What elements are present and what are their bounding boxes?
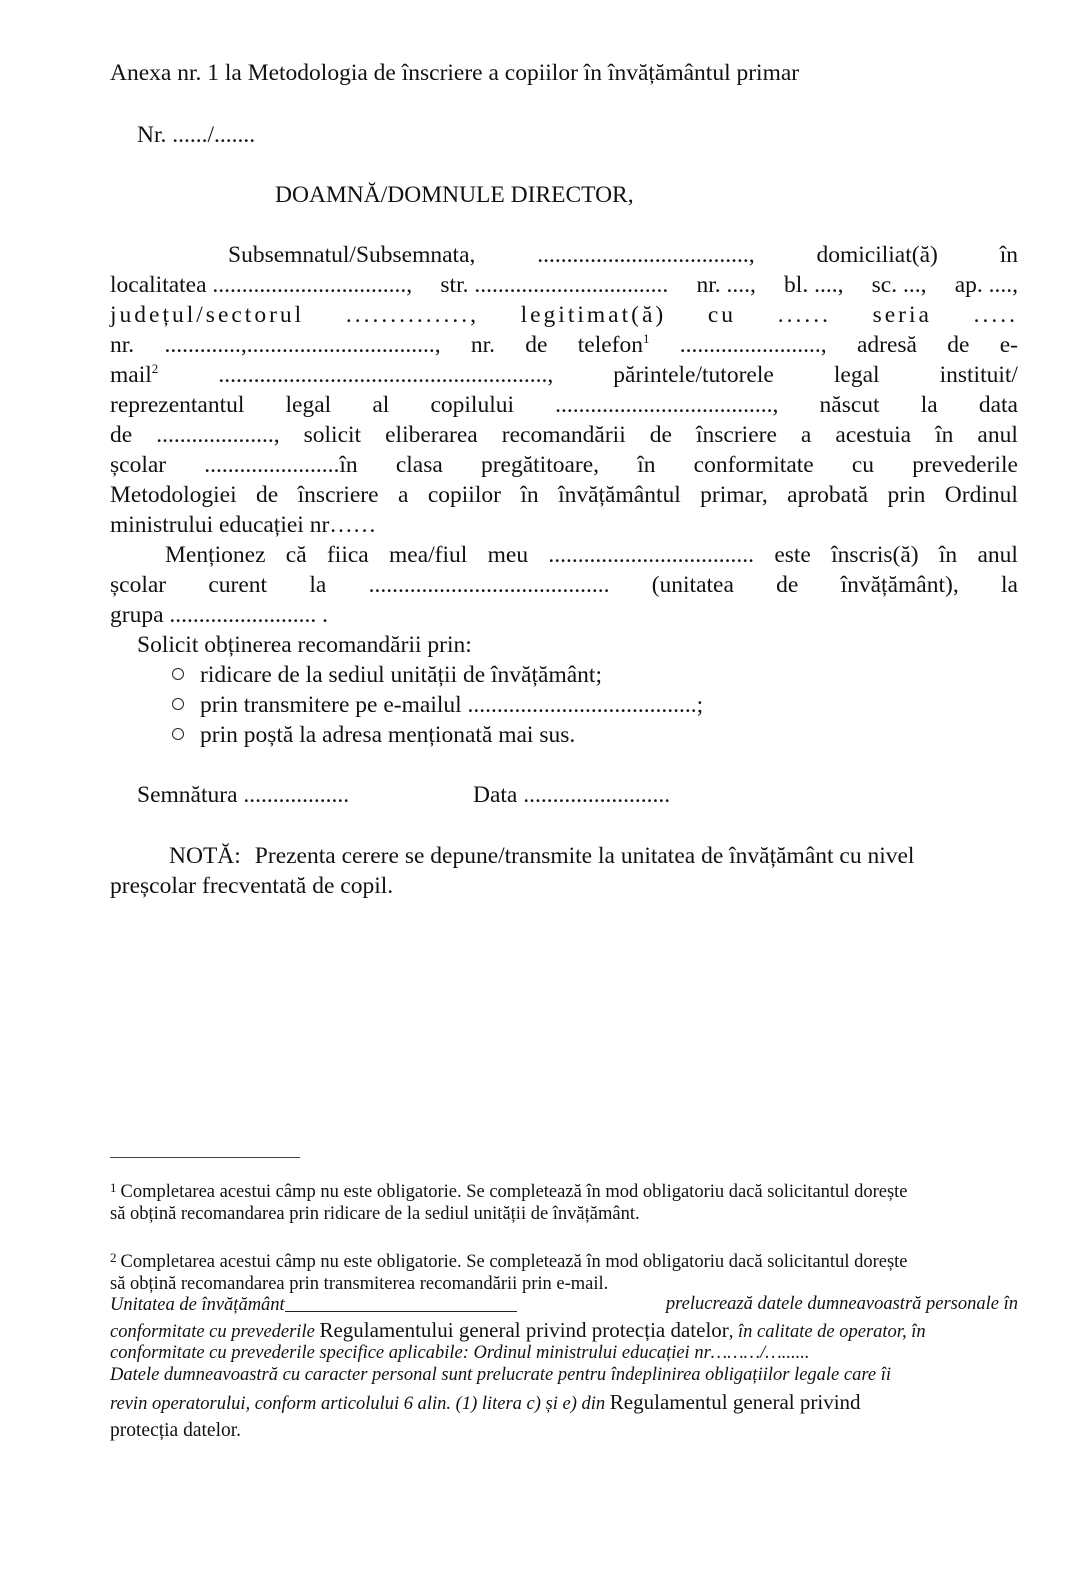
signature-field[interactable]: Semnătura .................. <box>137 782 350 808</box>
registration-number: Nr. ....../....... <box>137 122 256 148</box>
gdpr-line-3: conformitate cu prevederile specifice aplicabile: Ordinul ministrului educației nr………/…...... <box>110 1343 810 1363</box>
gdpr-line-4: Datele dumneavoastră cu caracter personal sunt prelucrate pentru îndeplinirea obligațiilor legale care îi <box>110 1365 891 1385</box>
annex-title: Anexa nr. 1 la Metodologia de înscriere a copiilor în învățământul primar <box>110 60 800 86</box>
request-heading: Solicit obținerea recomandării prin: <box>137 632 472 658</box>
option-pickup[interactable]: ridicare de la sediul unității de învățământ; <box>172 660 602 690</box>
body-line-7: de ...................., solicit eliberarea recomandării de înscriere a acestuia în anul <box>110 422 1018 448</box>
option-post[interactable]: prin poștă la adresa menționată mai sus. <box>172 720 575 750</box>
group-line: grupa ......................... . <box>110 602 329 628</box>
body-line-5: mail$^2$ ........................................................, părintele/tutorele legal instituit/ <box>110 361 1018 388</box>
mention-line-1: Menționez că fiica mea/fiul meu ................................... este înscris(ă) în anul <box>165 542 1018 568</box>
footnote-ref-1[interactable]: 1 <box>643 331 650 347</box>
body-line-6: reprezentantul legal al copilului ....................................., născut la data <box>110 392 1018 418</box>
option-email[interactable]: prin transmitere pe e-mailul .......................................; <box>172 690 703 720</box>
body-line-3: județul/sectorul .............., legitimat(ă) cu ...... seria ..... <box>110 302 1018 328</box>
gdpr-line-6: protecția datelor. <box>110 1420 242 1441</box>
body-line-8: școlar .......................în clasa pregătitoare, în conformitate cu prevederile <box>110 452 1018 478</box>
footnote-2: $^2$ Completarea acestui câmp nu este obligatorie. Se completează în mod obligatoriu dacă solicitantul dorește să obțină recomandarea prin transmiterea recomandării prin e-mail. <box>110 1250 908 1294</box>
gdpr-line-5: revin operatorului, conform articolului 6 alin. (1) litera c) și e) din Regulamentul general privind <box>110 1390 861 1414</box>
mention-line-2: școlar curent la ......................................... (unitatea de învățământ), la <box>110 572 1018 598</box>
note-line-1: NOTĂ: Prezenta cerere se depune/transmite la unitatea de învățământ cu nivel <box>169 843 915 869</box>
radio-circle-icon[interactable] <box>172 698 184 710</box>
body-line-1: Subsemnatul/Subsemnata, ...................................., domiciliat(ă) în <box>228 242 1018 268</box>
footnote-ref-2[interactable]: 2 <box>151 361 159 377</box>
date-field[interactable]: Data ......................... <box>473 782 671 808</box>
footnote-separator <box>110 1157 300 1158</box>
body-line-10: ministrului educației nr…… <box>110 512 377 538</box>
school-name-blank[interactable] <box>285 1293 517 1312</box>
body-line-9: Metodologiei de înscriere a copiilor în învățământul primar, aprobată prin Ordinul <box>110 482 1018 508</box>
radio-circle-icon[interactable] <box>172 728 184 740</box>
body-line-4: nr. .............,................................, nr. de telefon$^1$ ........................, adresă de e- <box>110 331 1018 358</box>
radio-circle-icon[interactable] <box>172 668 184 680</box>
footnote-1: $^1$ Completarea acestui câmp nu este obligatorie. Se completează în mod obligatoriu dacă solicitantul dorește să obțină recomandarea prin ridicare de la sediul unității de învățământ. <box>110 1180 908 1224</box>
salutation: DOAMNĂ/DOMNULE DIRECTOR, <box>275 182 634 208</box>
note-label: NOTĂ: <box>169 843 241 869</box>
gdpr-line-2: conformitate cu prevederile Regulamentului general privind protecția datelor, în calitate de operator, în <box>110 1318 926 1342</box>
body-line-2: localitatea ................................., str. ................................. nr. ...., bl. ...., sc. ..., ap. ...., <box>110 272 1018 298</box>
gdpr-line-1: Unitatea de învățământ prelucrează datele dumneavoastră personale în <box>110 1294 1018 1315</box>
note-line-2: preșcolar frecventată de copil. <box>110 873 394 899</box>
